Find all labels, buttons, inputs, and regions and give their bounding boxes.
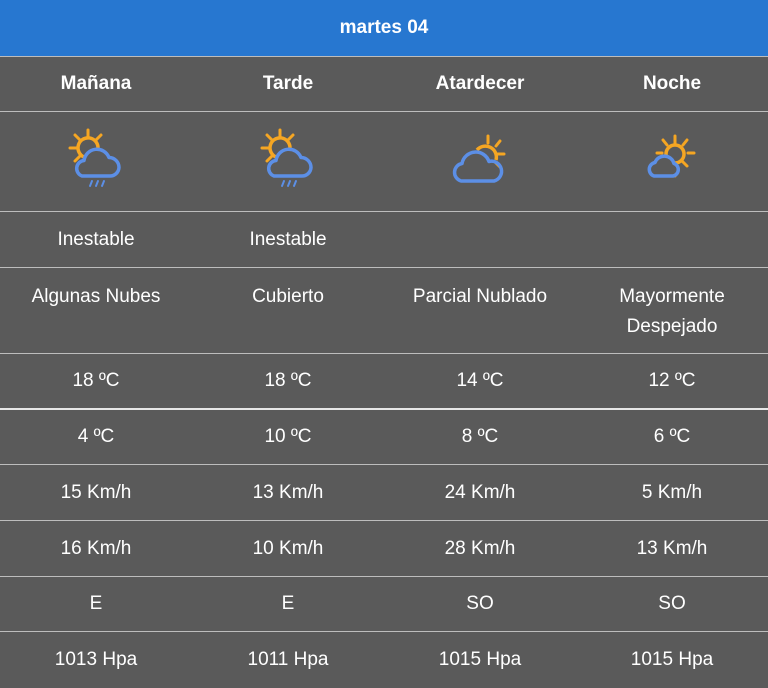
sun-cloud-rain-icon [60, 126, 132, 198]
icon-cell [384, 112, 576, 211]
day-header [0, 0, 768, 56]
sky-text: Mayormente Despejado [619, 286, 725, 337]
state-text: Inestable [249, 228, 327, 250]
wind-direction-value: E [281, 593, 295, 614]
icon-cell [192, 112, 384, 211]
wind-gust-value: 13 Km/h [636, 537, 708, 559]
pressure-row [0, 631, 768, 687]
temperature-secondary-row [0, 408, 768, 464]
temperature-value: 12 ºC [648, 370, 696, 391]
icon-cell [576, 112, 768, 211]
state-text: Inestable [57, 228, 135, 250]
wind-speed-value: 5 Km/h [641, 481, 703, 503]
pressure-value: 1015 Hpa [438, 648, 522, 670]
state-text [576, 212, 768, 267]
wind-gust-value: 16 Km/h [60, 537, 132, 559]
period-name: Tarde [262, 73, 314, 94]
wind-speed-value: 15 Km/h [60, 481, 132, 503]
period-name: Atardecer [435, 73, 525, 94]
sky-text: Parcial Nublado [412, 286, 548, 307]
wind-speed-value: 24 Km/h [444, 481, 516, 503]
period-name: Noche [642, 73, 702, 94]
temperature-value: 18 ºC [264, 370, 312, 391]
sky-text: Cubierto [252, 286, 324, 307]
sun-cloud-rain-icon [252, 126, 324, 198]
icons-row [0, 111, 768, 211]
sky-text: Algunas Nubes [31, 286, 161, 307]
temperature-secondary-value: 6 ºC [653, 426, 691, 447]
temperature-row [0, 353, 768, 408]
wind-gust-row [0, 520, 768, 576]
pressure-value: 1015 Hpa [630, 648, 714, 670]
wind-gust-value: 10 Km/h [252, 537, 324, 559]
sky-row [0, 267, 768, 353]
temperature-value: 14 ºC [456, 370, 504, 391]
temperature-value: 18 ºC [72, 370, 120, 391]
state-row [0, 211, 768, 267]
wind-speed-value: 13 Km/h [252, 481, 324, 503]
pressure-value: 1013 Hpa [54, 648, 138, 670]
mostly-sunny-icon [636, 126, 708, 198]
wind-direction-value: SO [658, 593, 686, 614]
wind-gust-value: 28 Km/h [444, 537, 516, 559]
temperature-secondary-value: 4 ºC [77, 426, 115, 447]
day-title: martes 04 [339, 17, 429, 38]
wind-direction-value: E [89, 593, 103, 614]
temperature-secondary-value: 10 ºC [264, 426, 312, 447]
icon-cell [0, 112, 192, 211]
wind-direction-row [0, 576, 768, 631]
wind-direction-value: SO [466, 593, 494, 614]
period-names-row [0, 56, 768, 111]
pressure-value: 1011 Hpa [247, 648, 329, 670]
state-text [384, 212, 576, 267]
temperature-secondary-value: 8 ºC [461, 426, 499, 447]
wind-speed-row [0, 464, 768, 520]
partly-cloudy-icon [444, 126, 516, 198]
period-name: Mañana [60, 73, 132, 94]
